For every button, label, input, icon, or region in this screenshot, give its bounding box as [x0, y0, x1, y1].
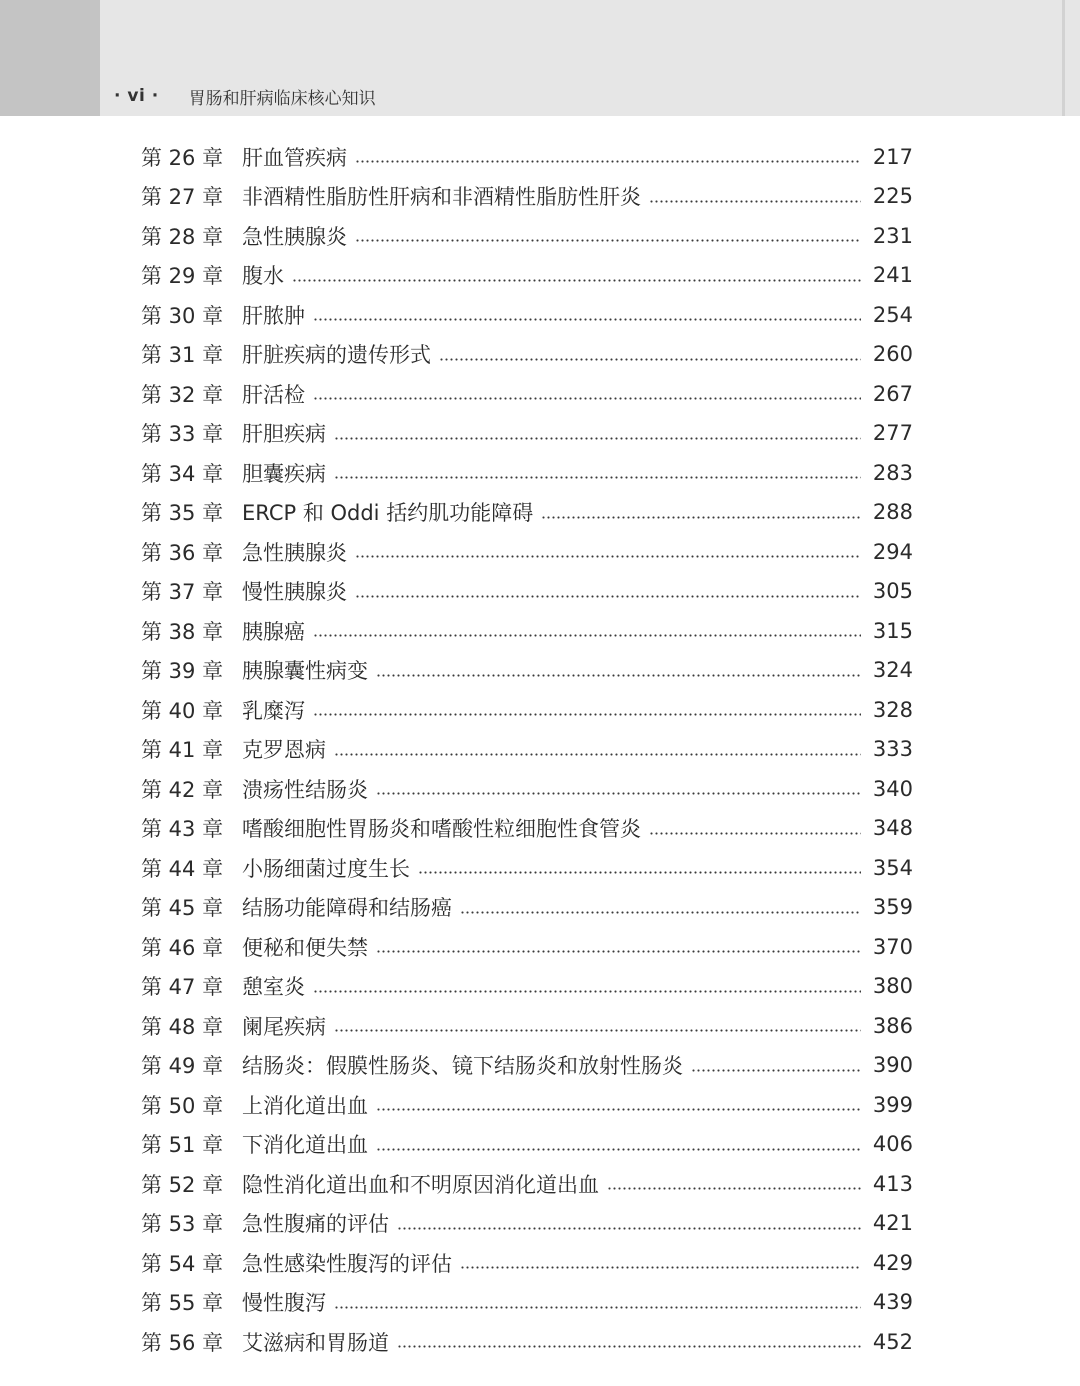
- chapter-page-number: 231: [872, 223, 913, 248]
- chapter-title: 乳糜泻: [242, 698, 305, 723]
- chapter-title: 下消化道出血: [242, 1133, 368, 1158]
- toc-entry[interactable]: [141, 611, 913, 651]
- chapter-number: 第 42 章: [141, 777, 224, 802]
- dot-leader: [334, 753, 861, 756]
- toc-entry[interactable]: [141, 888, 913, 928]
- dot-leader: [397, 1345, 861, 1348]
- dot-leader: [376, 792, 861, 795]
- chapter-title: 溃疡性结肠炎: [242, 777, 368, 802]
- chapter-title: 结肠炎：假膜性肠炎、镜下结肠炎和放射性肠炎: [242, 1054, 683, 1079]
- chapter-page-number: 288: [872, 500, 913, 525]
- header-edge: [1062, 0, 1065, 116]
- chapter-title: 肝胆疾病: [242, 422, 326, 447]
- chapter-number: 第 36 章: [141, 540, 224, 565]
- toc-entry[interactable]: [141, 414, 913, 454]
- chapter-title: 急性感染性腹泻的评估: [242, 1251, 452, 1276]
- dot-leader: [460, 1266, 861, 1269]
- dot-leader: [355, 555, 861, 558]
- chapter-page-number: 225: [872, 184, 913, 209]
- toc-entry[interactable]: [141, 651, 913, 691]
- toc-entry[interactable]: [141, 1164, 913, 1204]
- chapter-page-number: 439: [872, 1290, 913, 1315]
- running-head: [114, 82, 376, 110]
- chapter-number: 第 49 章: [141, 1054, 224, 1079]
- chapter-page-number: 370: [872, 934, 913, 959]
- chapter-title: 急性腹痛的评估: [242, 1212, 389, 1237]
- chapter-number: 第 51 章: [141, 1133, 224, 1158]
- chapter-title: 便秘和便失禁: [242, 935, 368, 960]
- dot-leader: [439, 358, 861, 361]
- toc-entry[interactable]: [141, 1243, 913, 1283]
- dot-leader: [355, 160, 861, 163]
- chapter-number: 第 43 章: [141, 817, 224, 842]
- toc-entry[interactable]: [141, 730, 913, 770]
- book-title: 胃肠和肝病临床核心知识: [188, 88, 376, 109]
- table-of-contents: [141, 137, 913, 1362]
- dot-leader: [313, 990, 861, 993]
- chapter-title: 胆囊疾病: [242, 461, 326, 486]
- toc-entry[interactable]: [141, 848, 913, 888]
- dot-leader: [313, 318, 861, 321]
- chapter-page-number: 429: [872, 1250, 913, 1275]
- toc-entry[interactable]: [141, 493, 913, 533]
- dot-leader: [460, 911, 861, 914]
- chapter-number: 第 41 章: [141, 738, 224, 763]
- chapter-number: 第 53 章: [141, 1212, 224, 1237]
- page-header: [0, 0, 1080, 116]
- chapter-number: 第 52 章: [141, 1172, 224, 1197]
- chapter-page-number: 328: [872, 697, 913, 722]
- chapter-title: 小肠细菌过度生长: [242, 856, 410, 881]
- chapter-page-number: 359: [872, 895, 913, 920]
- chapter-number: 第 30 章: [141, 303, 224, 328]
- chapter-title: 克罗恩病: [242, 738, 326, 763]
- chapter-title: 非酒精性脂肪性肝病和非酒精性脂肪性肝炎: [242, 185, 641, 210]
- dot-leader: [334, 1306, 861, 1309]
- toc-entry[interactable]: [141, 177, 913, 217]
- toc-entry[interactable]: [141, 1085, 913, 1125]
- dot-leader: [418, 871, 861, 874]
- chapter-title: 阑尾疾病: [242, 1014, 326, 1039]
- chapter-page-number: 399: [872, 1092, 913, 1117]
- chapter-number: 第 39 章: [141, 659, 224, 684]
- chapter-page-number: 413: [872, 1171, 913, 1196]
- chapter-title: 腹水: [242, 264, 284, 289]
- dot-leader: [376, 1148, 861, 1151]
- chapter-page-number: 305: [872, 579, 913, 604]
- chapter-page-number: 406: [872, 1132, 913, 1157]
- chapter-page-number: 390: [872, 1053, 913, 1078]
- chapter-title: 慢性腹泻: [242, 1291, 326, 1316]
- chapter-number: 第 35 章: [141, 501, 224, 526]
- toc-entry[interactable]: [141, 1006, 913, 1046]
- chapter-title: ERCP 和 Oddi 括约肌功能障碍: [242, 501, 534, 526]
- dot-leader: [355, 239, 861, 242]
- chapter-page-number: 315: [872, 618, 913, 643]
- chapter-page-number: 354: [872, 855, 913, 880]
- chapter-page-number: 380: [872, 974, 913, 999]
- toc-entry[interactable]: [141, 572, 913, 612]
- dot-leader: [376, 1108, 861, 1111]
- chapter-title: 肝脓肿: [242, 303, 305, 328]
- chapter-title: 隐性消化道出血和不明原因消化道出血: [242, 1172, 599, 1197]
- chapter-page-number: 340: [872, 776, 913, 801]
- chapter-page-number: 294: [872, 539, 913, 564]
- toc-entry[interactable]: [141, 335, 913, 375]
- toc-entry[interactable]: [141, 532, 913, 572]
- chapter-title: 胰腺癌: [242, 619, 305, 644]
- chapter-page-number: 452: [872, 1329, 913, 1354]
- chapter-page-number: 283: [872, 460, 913, 485]
- toc-entry[interactable]: [141, 374, 913, 414]
- chapter-number: 第 38 章: [141, 619, 224, 644]
- chapter-page-number: 386: [872, 1013, 913, 1038]
- chapter-number: 第 45 章: [141, 896, 224, 921]
- dot-leader: [334, 1029, 861, 1032]
- dot-leader: [355, 595, 861, 598]
- toc-entry[interactable]: [141, 769, 913, 809]
- dot-leader: [397, 1227, 861, 1230]
- chapter-page-number: 421: [872, 1211, 913, 1236]
- dot-leader: [541, 516, 861, 519]
- toc-entry[interactable]: [141, 1204, 913, 1244]
- chapter-page-number: 241: [872, 263, 913, 288]
- chapter-title: 胰腺囊性病变: [242, 659, 368, 684]
- chapter-page-number: 260: [872, 342, 913, 367]
- chapter-number: 第 54 章: [141, 1251, 224, 1276]
- chapter-number: 第 26 章: [141, 145, 224, 170]
- dot-leader: [334, 437, 861, 440]
- chapter-title: 艾滋病和胃肠道: [242, 1330, 389, 1355]
- chapter-title: 结肠功能障碍和结肠癌: [242, 896, 452, 921]
- chapter-title: 嗜酸细胞性胃肠炎和嗜酸性粒细胞性食管炎: [242, 817, 641, 842]
- dot-leader: [292, 279, 861, 282]
- chapter-number: 第 31 章: [141, 343, 224, 368]
- chapter-title: 急性胰腺炎: [242, 224, 347, 249]
- dot-leader: [334, 476, 861, 479]
- toc-entry[interactable]: [141, 967, 913, 1007]
- header-tab: [0, 0, 100, 116]
- dot-leader: [376, 950, 861, 953]
- toc-entry[interactable]: [141, 927, 913, 967]
- chapter-title: 上消化道出血: [242, 1093, 368, 1118]
- chapter-number: 第 27 章: [141, 185, 224, 210]
- toc-entry[interactable]: [141, 690, 913, 730]
- chapter-page-number: 333: [872, 737, 913, 762]
- chapter-number: 第 28 章: [141, 224, 224, 249]
- chapter-title: 肝血管疾病: [242, 145, 347, 170]
- dot-leader: [313, 634, 861, 637]
- chapter-number: 第 56 章: [141, 1330, 224, 1355]
- dot-leader: [649, 832, 861, 835]
- toc-entry[interactable]: [141, 216, 913, 256]
- toc-entry[interactable]: [141, 1125, 913, 1165]
- chapter-title: 肝脏疾病的遗传形式: [242, 343, 431, 368]
- toc-entry[interactable]: [141, 809, 913, 849]
- toc-entry[interactable]: [141, 1283, 913, 1323]
- toc-entry[interactable]: [141, 1046, 913, 1086]
- chapter-page-number: 217: [872, 144, 913, 169]
- chapter-number: 第 46 章: [141, 935, 224, 960]
- toc-entry[interactable]: [141, 295, 913, 335]
- chapter-title: 慢性胰腺炎: [242, 580, 347, 605]
- dot-leader: [691, 1069, 861, 1072]
- chapter-number: 第 50 章: [141, 1093, 224, 1118]
- chapter-number: 第 48 章: [141, 1014, 224, 1039]
- toc-entry[interactable]: [141, 256, 913, 296]
- chapter-number: 第 55 章: [141, 1291, 224, 1316]
- dot-leader: [376, 674, 861, 677]
- chapter-number: 第 37 章: [141, 580, 224, 605]
- chapter-number: 第 44 章: [141, 856, 224, 881]
- chapter-title: 憩室炎: [242, 975, 305, 1000]
- dot-leader: [313, 713, 861, 716]
- chapter-page-number: 324: [872, 658, 913, 683]
- toc-entry[interactable]: [141, 137, 913, 177]
- chapter-number: 第 47 章: [141, 975, 224, 1000]
- chapter-number: 第 29 章: [141, 264, 224, 289]
- dot-leader: [313, 397, 861, 400]
- chapter-number: 第 34 章: [141, 461, 224, 486]
- chapter-page-number: 267: [872, 381, 913, 406]
- dot-leader: [607, 1187, 861, 1190]
- chapter-page-number: 277: [872, 421, 913, 446]
- toc-entry[interactable]: [141, 453, 913, 493]
- chapter-title: 急性胰腺炎: [242, 540, 347, 565]
- dot-leader: [649, 200, 861, 203]
- chapter-number: 第 40 章: [141, 698, 224, 723]
- chapter-page-number: 254: [872, 302, 913, 327]
- chapter-page-number: 348: [872, 816, 913, 841]
- chapter-title: 肝活检: [242, 382, 305, 407]
- toc-entry[interactable]: [141, 1322, 913, 1362]
- page-number: · vi ·: [114, 86, 159, 106]
- chapter-number: 第 33 章: [141, 422, 224, 447]
- chapter-number: 第 32 章: [141, 382, 224, 407]
